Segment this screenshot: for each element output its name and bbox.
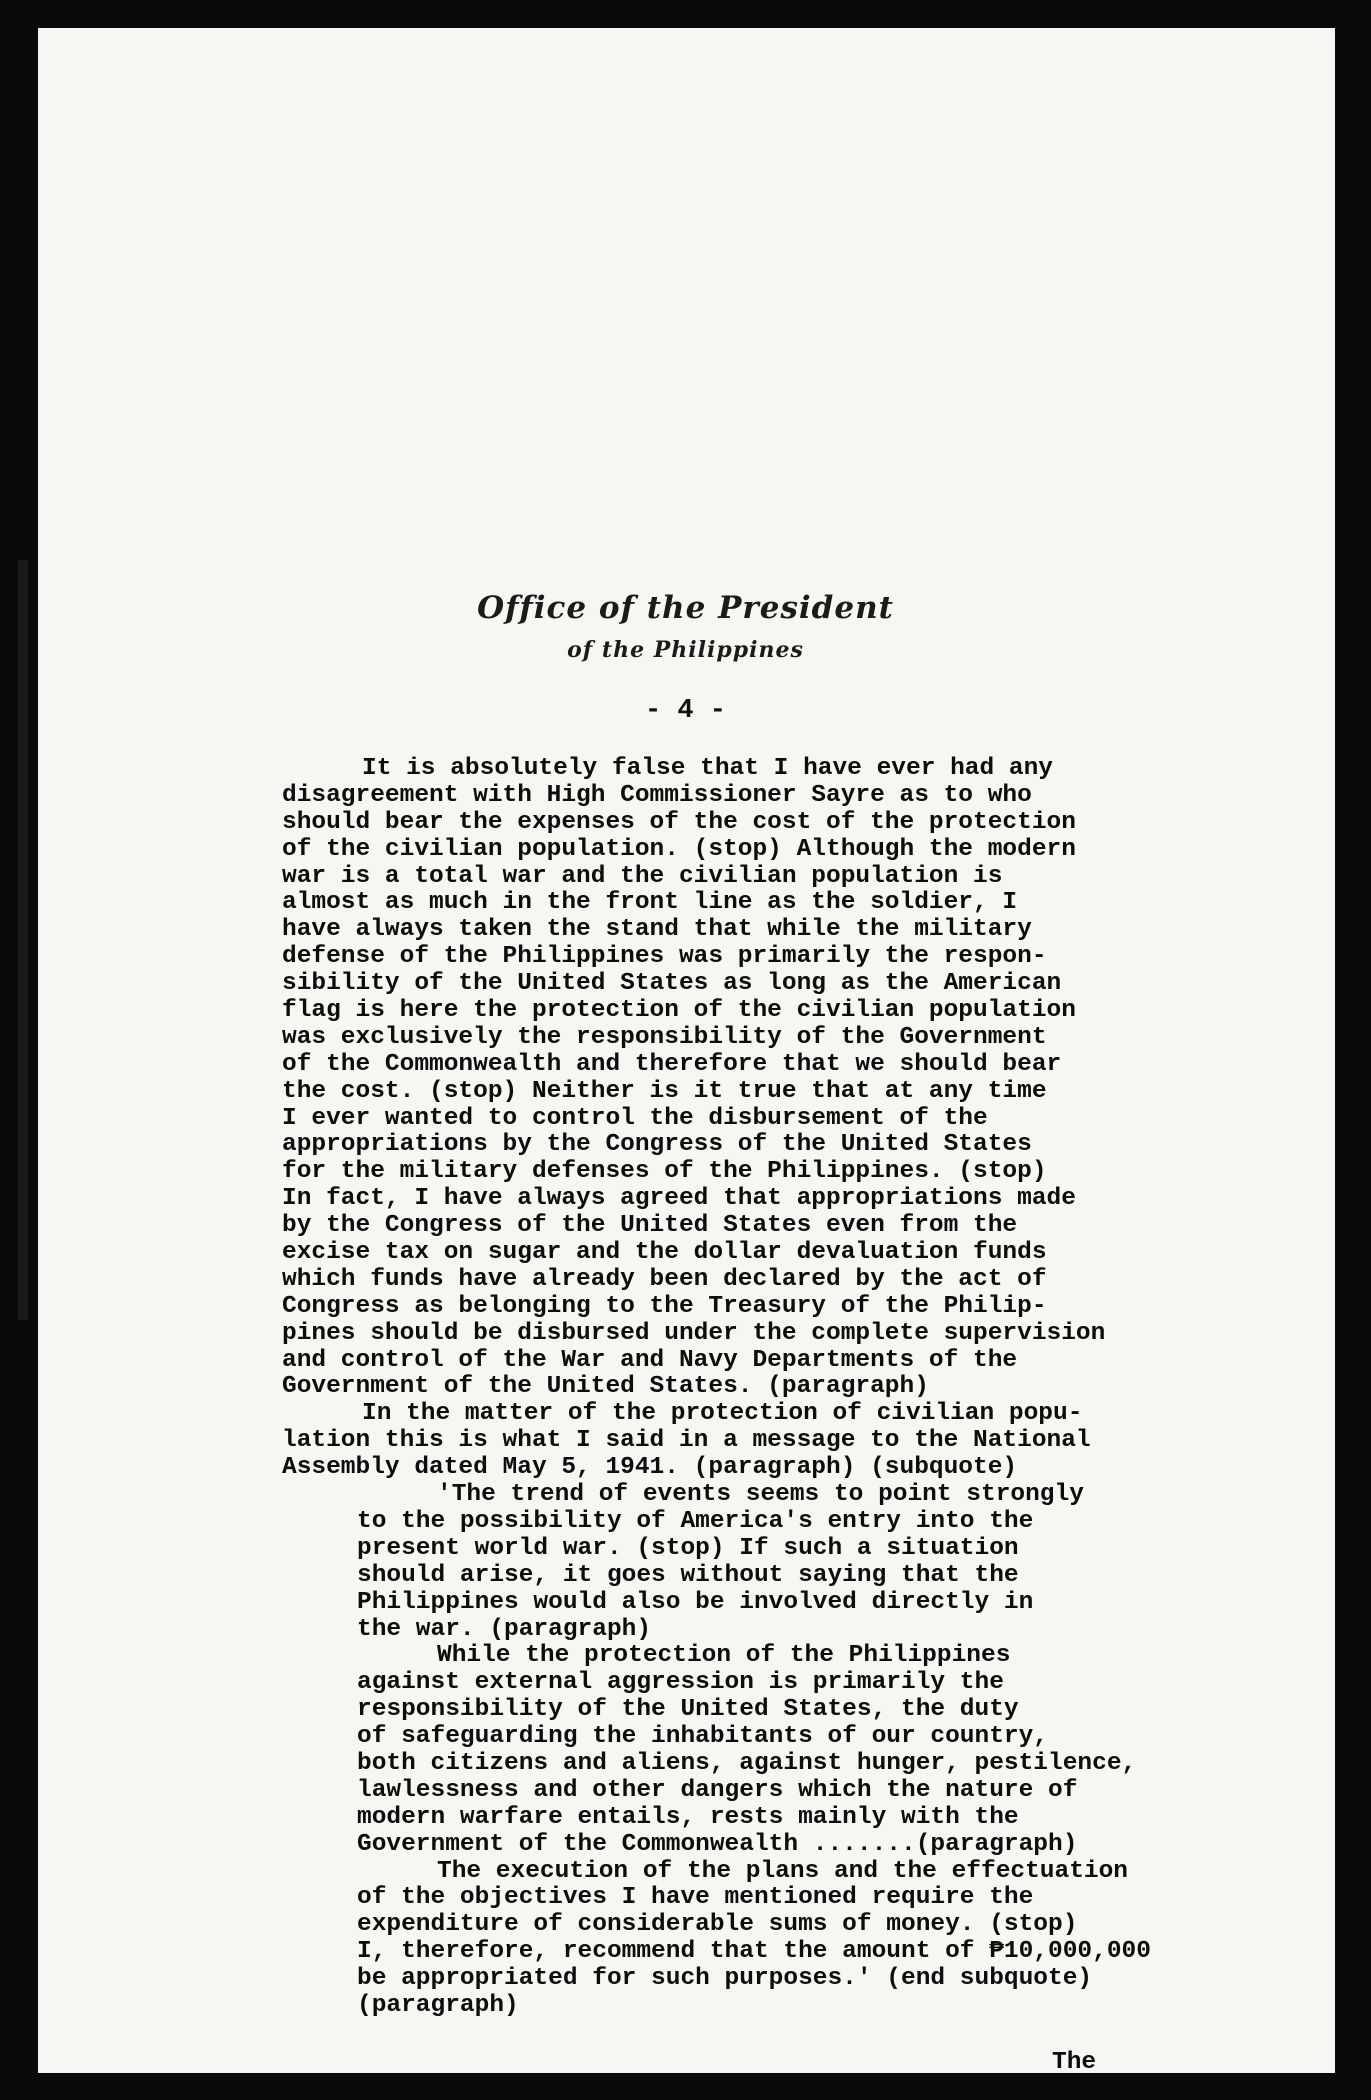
text-line: and control of the War and Navy Departments of the [282,1346,1018,1374]
text-line: lation this is what I said in a message to the National [282,1427,1091,1455]
letterhead-title: Office of the President [477,590,894,626]
text-line: the war. (paragraph) [357,1615,652,1643]
text-line: Congress as belonging to the Treasury of the Philip- [282,1292,1047,1320]
text-line: expenditure of considerable sums of money. (stop) [357,1911,1078,1939]
text-line: In the matter of the protection of civilian popu- [362,1400,1083,1428]
text-line: should arise, it goes without saying that the [357,1561,1019,1589]
text-line: of the civilian population. (stop) Although the modern [282,835,1076,863]
text-line: (paragraph) [357,1991,519,2019]
text-line: be appropriated for such purposes.' (end subquote) [357,1965,1093,1993]
text-line: modern warfare entails, rests mainly with the [357,1803,1019,1831]
catchword: The [1052,2049,1097,2076]
text-line: responsibility of the United States, the duty [357,1696,1019,1724]
text-line: Government of the Commonwealth .......(paragraph) [357,1830,1078,1858]
text-line: Assembly dated May 5, 1941. (paragraph) (subquote) [282,1454,1018,1482]
text-line: flag is here the protection of the civilian population [282,997,1076,1025]
text-line: both citizens and aliens, against hunger, pestilence, [357,1749,1137,1777]
text-line: was exclusively the responsibility of the Government [282,1023,1047,1051]
text-line: to the possibility of America's entry into the [357,1507,1034,1535]
text-line: appropriations by the Congress of the United States [282,1131,1032,1159]
text-line: The execution of the plans and the effectuation [437,1857,1129,1885]
text-line: the cost. (stop) Neither is it true that at any time [282,1077,1047,1105]
text-line: excise tax on sugar and the dollar devaluation funds [282,1239,1047,1267]
text-line: 'The trend of events seems to point strongly [437,1481,1084,1509]
page-number: - 4 - [644,696,726,726]
text-line: Government of the United States. (paragraph) [282,1373,929,1401]
letterhead-subtitle: of the Philippines [567,637,804,663]
text-line: Philippines would also be involved directly in [357,1588,1034,1616]
text-line: of the Commonwealth and therefore that we should bear [282,1050,1062,1078]
text-line: against external aggression is primarily the [357,1669,1004,1697]
text-line: by the Congress of the United States even from the [282,1212,1018,1240]
text-line: for the military defenses of the Philippines. (stop) [282,1158,1047,1186]
text-line: war is a total war and the civilian population is [282,862,1003,890]
text-line: I ever wanted to control the disbursement of the [282,1104,988,1132]
text-line: which funds have already been declared by the act of [282,1265,1047,1293]
text-line: have always taken the stand that while the military [282,916,1032,944]
text-line: almost as much in the front line as the soldier, I [282,889,1018,917]
text-line: lawlessness and other dangers which the nature of [357,1776,1078,1804]
text-line: It is absolutely false that I have ever had any [362,755,1054,782]
text-line: I, therefore, recommend that the amount of ₱10,000,000 [357,1938,1151,1966]
text-line: defense of the Philippines was primarily the respon- [282,943,1047,971]
text-line: pines should be disbursed under the complete supervision [282,1319,1106,1347]
text-line: of safeguarding the inhabitants of our country, [357,1723,1049,1751]
binding-edge-mark [18,560,28,1320]
text-line: should bear the expenses of the cost of the protection [282,808,1076,836]
text-line: While the protection of the Philippines [437,1642,1011,1670]
text-line: present world war. (stop) If such a situation [357,1534,1019,1562]
text-line: of the objectives I have mentioned require the [357,1884,1034,1912]
body-text [282,756,1352,2020]
text-line: disagreement with High Commissioner Sayre as to who [282,781,1032,809]
text-line: sibility of the United States as long as the American [282,970,1062,998]
text-line: In fact, I have always agreed that appropriations made [282,1185,1076,1213]
